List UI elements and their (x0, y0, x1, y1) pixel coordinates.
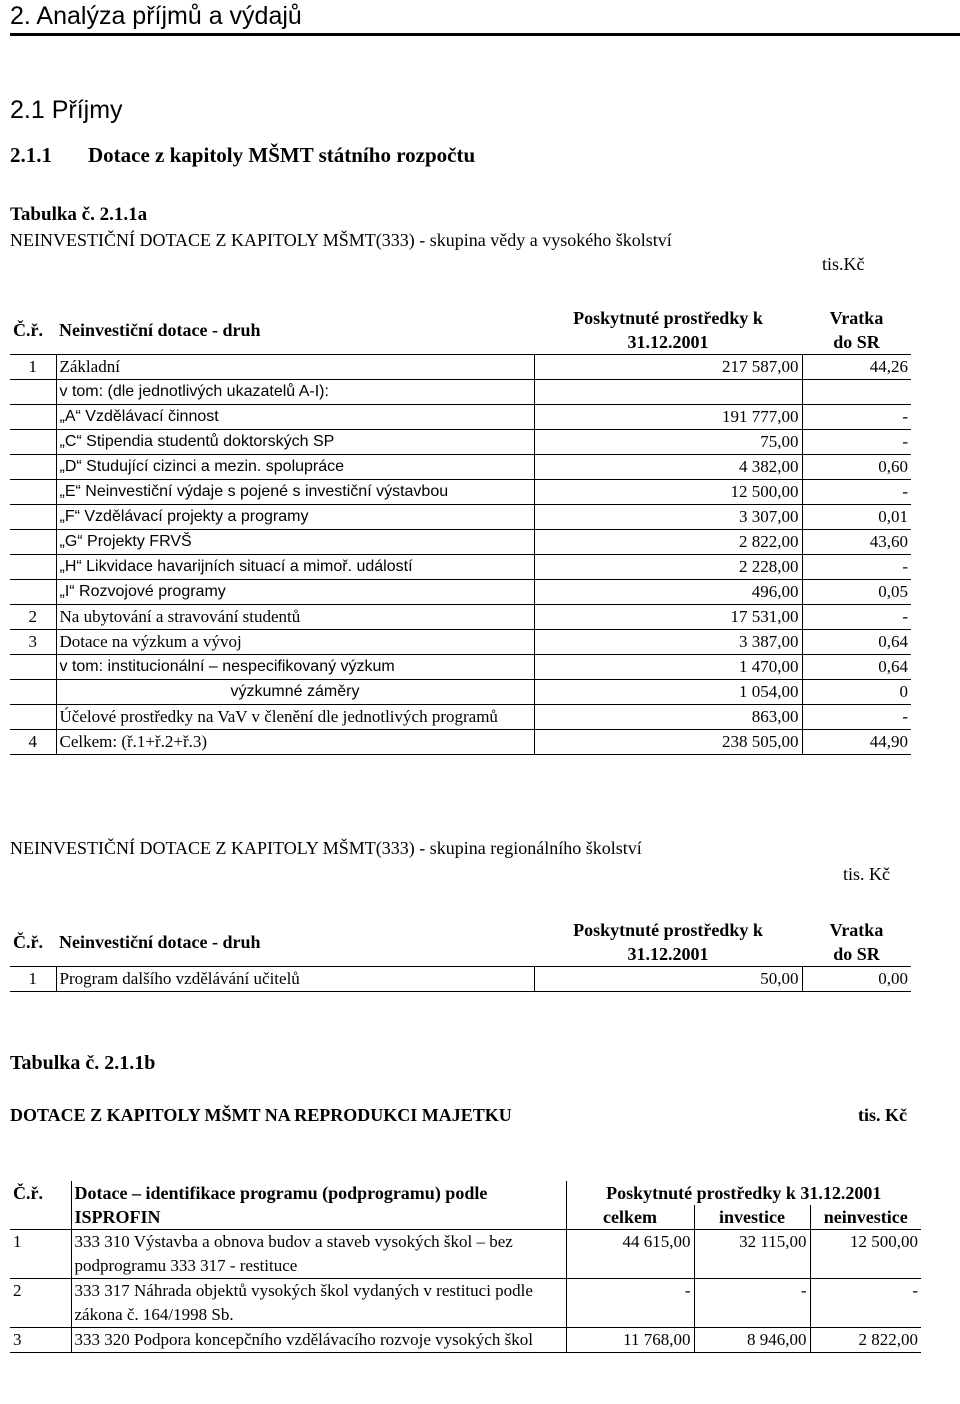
row-funds: 3 387,00 (534, 630, 802, 655)
row-label: Na ubytování a stravování studentů (56, 605, 534, 630)
table-regional (10, 918, 911, 992)
row-return: - (802, 430, 911, 455)
row-return: 44,90 (802, 730, 911, 755)
table-row (10, 555, 911, 580)
row-return: - (802, 605, 911, 630)
row-label: „C“ Stipendia studentů doktorských SP (56, 430, 534, 455)
table1a-heading: NEINVESTIČNÍ DOTACE Z KAPITOLY MŠMT(333) - skupina vědy a vysokého školství (10, 230, 672, 250)
chapter-rule (10, 33, 960, 36)
table-row (10, 705, 911, 730)
row-number: 1 (10, 967, 56, 992)
row-label: 333 317 Náhrada objektů vysokých škol vydaných v restituci podle zákona č. 164/1998 Sb. (71, 1279, 566, 1328)
chapter-title: 2. Analýza příjmů a výdajů (10, 2, 302, 30)
row-number: 2 (10, 1279, 71, 1328)
row-noninvest: 2 822,00 (810, 1328, 921, 1353)
row-funds: 217 587,00 (534, 355, 802, 380)
table-row (10, 680, 911, 705)
table1b-col-funds: Poskytnuté prostředky k 31.12.2001 (566, 1181, 921, 1205)
row-number (10, 530, 56, 555)
table-row (10, 605, 911, 630)
table1a-header-row (10, 306, 911, 355)
row-number (10, 655, 56, 680)
table1a-col-funds-line2: 31.12.2001 (627, 332, 709, 352)
row-number: 2 (10, 605, 56, 630)
table1a-col-funds-line1: Poskytnuté prostředky k (573, 308, 763, 328)
row-funds: 12 500,00 (534, 480, 802, 505)
subsection-text: Dotace z kapitoly MŠMT státního rozpočtu (88, 143, 476, 167)
row-funds: 75,00 (534, 430, 802, 455)
table-regional-col-type: Neinvestiční dotace - druh (56, 918, 534, 967)
table1a-col-funds (534, 306, 802, 355)
row-label: v tom: (dle jednotlivých ukazatelů A-I): (56, 380, 534, 405)
table1b-col-program (71, 1181, 566, 1230)
table-row (10, 967, 911, 992)
table-row (10, 1328, 921, 1353)
row-number: 4 (10, 730, 56, 755)
row-funds: 496,00 (534, 580, 802, 605)
table1b-label: Tabulka č. 2.1.1b (10, 1052, 156, 1074)
row-number (10, 505, 56, 530)
table-row (10, 455, 911, 480)
row-label: 333 310 Výstavba a obnova budov a staveb vysokých škol – bez podprogramu 333 317 - restituce (71, 1230, 566, 1279)
table-row (10, 380, 911, 405)
row-funds (534, 380, 802, 405)
table1a-col-type: Neinvestiční dotace - druh (56, 306, 534, 355)
row-number (10, 680, 56, 705)
table-row (10, 480, 911, 505)
table1b-heading: DOTACE Z KAPITOLY MŠMT NA REPRODUKCI MAJETKU (10, 1105, 512, 1125)
row-number: 3 (10, 630, 56, 655)
table-row (10, 630, 911, 655)
row-number (10, 555, 56, 580)
table1a-label: Tabulka č. 2.1.1a (10, 204, 148, 225)
row-funds: 4 382,00 (534, 455, 802, 480)
row-total: 44 615,00 (566, 1230, 694, 1279)
row-funds: 2 822,00 (534, 530, 802, 555)
table-regional-col-num: Č.ř. (10, 918, 56, 967)
row-number: 3 (10, 1328, 71, 1353)
row-funds: 863,00 (534, 705, 802, 730)
row-return: - (802, 555, 911, 580)
row-label: Program dalšího vzdělávání učitelů (56, 967, 534, 992)
row-label: výzkumné záměry (56, 680, 534, 705)
table1b-header-row (10, 1181, 921, 1205)
row-return: 0,60 (802, 455, 911, 480)
row-return: 43,60 (802, 530, 911, 555)
table-regional-col-return-line2: do SR (833, 944, 880, 964)
table-1a (10, 306, 911, 755)
table-regional-heading: NEINVESTIČNÍ DOTACE Z KAPITOLY MŠMT(333) - skupina regionálního školství (10, 838, 642, 858)
row-number (10, 480, 56, 505)
table-row (10, 580, 911, 605)
table-regional-col-return-line1: Vratka (829, 920, 884, 940)
table1b-unit: tis. Kč (858, 1105, 907, 1125)
row-label: „D“ Studující cizinci a mezin. spolupráce (56, 455, 534, 480)
row-noninvest: 12 500,00 (810, 1230, 921, 1279)
row-number (10, 430, 56, 455)
table-row (10, 355, 911, 380)
table-regional-col-return (802, 918, 911, 967)
table1b-col-invest: investice (694, 1205, 810, 1230)
table1b-col-program-line1: Dotace – identifikace programu (podprogramu) podle (74, 1183, 488, 1203)
row-label: v tom: institucionální – nespecifikovaný výzkum (56, 655, 534, 680)
subsection-number: 2.1.1 (10, 143, 52, 167)
row-label: „E“ Neinvestiční výdaje s pojené s investiční výstavbou (56, 480, 534, 505)
row-funds: 50,00 (534, 967, 802, 992)
row-funds: 3 307,00 (534, 505, 802, 530)
table1a-col-num: Č.ř. (10, 306, 56, 355)
row-total: - (566, 1279, 694, 1328)
row-label: Základní (56, 355, 534, 380)
row-number (10, 380, 56, 405)
table1b-col-program-line2: ISPROFIN (74, 1207, 161, 1227)
table1a-unit: tis.Kč (822, 254, 865, 274)
row-number (10, 705, 56, 730)
row-funds: 1 054,00 (534, 680, 802, 705)
table-regional-col-funds-line2: 31.12.2001 (627, 944, 709, 964)
row-label: Dotace na výzkum a vývoj (56, 630, 534, 655)
row-funds: 238 505,00 (534, 730, 802, 755)
row-total: 11 768,00 (566, 1328, 694, 1353)
row-number: 1 (10, 355, 56, 380)
row-number (10, 580, 56, 605)
row-return: - (802, 480, 911, 505)
table-row (10, 405, 911, 430)
table1a-col-return (802, 306, 911, 355)
row-return: 44,26 (802, 355, 911, 380)
row-number (10, 455, 56, 480)
row-funds: 1 470,00 (534, 655, 802, 680)
subsection-title (10, 143, 475, 168)
row-label: 333 320 Podpora koncepčního vzdělávacího rozvoje vysokých škol (71, 1328, 566, 1353)
row-return: 0,01 (802, 505, 911, 530)
row-funds: 2 228,00 (534, 555, 802, 580)
row-label: „G“ Projekty FRVŠ (56, 530, 534, 555)
table1b-col-total: celkem (566, 1205, 694, 1230)
table-row (10, 730, 911, 755)
table1a-col-return-line1: Vratka (829, 308, 884, 328)
table1a-col-return-line2: do SR (833, 332, 880, 352)
table-row (10, 505, 911, 530)
row-funds: 191 777,00 (534, 405, 802, 430)
row-label: „H“ Likvidace havarijních situací a mimoř. událostí (56, 555, 534, 580)
table1b-col-noninvest: neinvestice (810, 1205, 921, 1230)
row-label: „I“ Rozvojové programy (56, 580, 534, 605)
row-return: 0,00 (802, 967, 911, 992)
row-label: Celkem: (ř.1+ř.2+ř.3) (56, 730, 534, 755)
table-row (10, 430, 911, 455)
row-invest: - (694, 1279, 810, 1328)
table-row (10, 1279, 921, 1328)
row-invest: 32 115,00 (694, 1230, 810, 1279)
row-return: - (802, 405, 911, 430)
table-row (10, 530, 911, 555)
table1b-col-num: Č.ř. (10, 1181, 71, 1230)
row-return (802, 380, 911, 405)
table-1b (10, 1181, 921, 1353)
row-return: 0,05 (802, 580, 911, 605)
table-regional-col-funds-line1: Poskytnuté prostředky k (573, 920, 763, 940)
table-row (10, 1230, 921, 1279)
table-regional-col-funds (534, 918, 802, 967)
row-return: 0,64 (802, 655, 911, 680)
row-noninvest: - (810, 1279, 921, 1328)
row-funds: 17 531,00 (534, 605, 802, 630)
table-regional-unit: tis. Kč (843, 864, 890, 884)
row-return: 0,64 (802, 630, 911, 655)
row-label: „F“ Vzdělávací projekty a programy (56, 505, 534, 530)
row-number: 1 (10, 1230, 71, 1279)
row-return: - (802, 705, 911, 730)
table-row (10, 655, 911, 680)
section-title: 2.1 Příjmy (10, 96, 123, 124)
table-regional-header-row (10, 918, 911, 967)
row-invest: 8 946,00 (694, 1328, 810, 1353)
row-label: „A“ Vzdělávací činnost (56, 405, 534, 430)
row-number (10, 405, 56, 430)
row-return: 0 (802, 680, 911, 705)
row-label: Účelové prostředky na VaV v členění dle jednotlivých programů (56, 705, 534, 730)
